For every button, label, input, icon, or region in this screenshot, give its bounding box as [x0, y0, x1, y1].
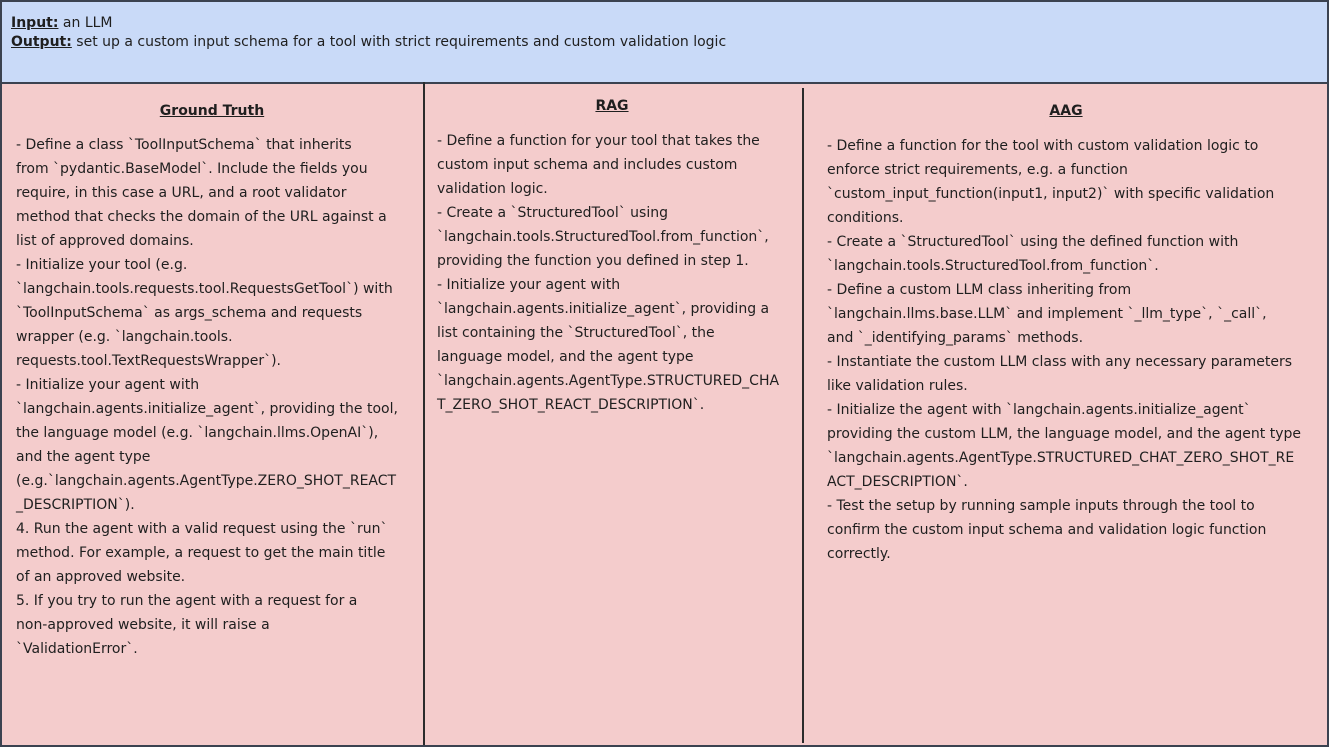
text-line: - Define a class `ToolInputSchema` that inherits: [16, 137, 352, 153]
text-line: ACT_DESCRIPTION`.: [827, 474, 968, 490]
text-line: and the agent type: [16, 449, 151, 465]
text-line: language model, and the agent type: [437, 349, 694, 365]
text-line: method. For example, a request to get the main title: [16, 545, 386, 561]
input-line: [11, 14, 113, 32]
text-line: - Define a custom LLM class inheriting from: [827, 282, 1132, 298]
text-line: list containing the `StructuredTool`, the: [437, 325, 715, 341]
text-line: - Create a `StructuredTool` using the defined function with: [827, 234, 1239, 250]
text-line: providing the function you defined in step 1.: [437, 253, 749, 269]
text-line: - Initialize your agent with: [437, 277, 621, 293]
text-line: `langchain.tools.StructuredTool.from_function`,: [437, 229, 769, 245]
text-line: `custom_input_function(input1, input2)` with specific validation: [827, 186, 1275, 202]
column-divider: [802, 88, 804, 743]
text-line: from `pydantic.BaseModel`. Include the fields you: [16, 161, 368, 177]
text-line: 5. If you try to run the agent with a request for a: [16, 593, 358, 609]
aag-title: AAG: [1049, 103, 1083, 119]
text-line: `langchain.llms.base.LLM` and implement `_llm_type`, `_call`,: [827, 306, 1267, 322]
text-line: method that checks the domain of the URL against a: [16, 209, 387, 225]
ground-truth-body: [16, 133, 398, 661]
text-line: require, in this case a URL, and a root validator: [16, 185, 347, 201]
text-line: enforce strict requirements, e.g. a function: [827, 162, 1128, 178]
text-line: validation logic.: [437, 181, 548, 197]
text-line: T_ZERO_SHOT_REACT_DESCRIPTION`.: [437, 397, 705, 413]
text-line: custom input schema and includes custom: [437, 157, 738, 173]
text-line: the language model (e.g. `langchain.llms.OpenAI`),: [16, 425, 379, 441]
text-line: 4. Run the agent with a valid request using the `run`: [16, 521, 388, 537]
column-divider: [423, 82, 425, 745]
text-line: non-approved website, it will raise a: [16, 617, 270, 633]
text-line: like validation rules.: [827, 378, 968, 394]
text-line: `langchain.tools.StructuredTool.from_function`.: [827, 258, 1159, 274]
input-value: an LLM: [62, 15, 113, 31]
output-line: [11, 33, 726, 51]
text-line: correctly.: [827, 546, 891, 562]
text-line: - Instantiate the custom LLM class with any necessary parameters: [827, 354, 1293, 370]
text-line: `ToolInputSchema` as args_schema and requests: [16, 305, 363, 321]
text-line: `langchain.agents.AgentType.STRUCTURED_CHAT_ZERO_SHOT_RE: [827, 450, 1295, 466]
text-line: `langchain.agents.initialize_agent`, providing a: [437, 301, 770, 317]
text-line: providing the custom LLM, the language model, and the agent type: [827, 426, 1302, 442]
text-line: - Create a `StructuredTool` using: [437, 205, 668, 221]
text-line: conditions.: [827, 210, 904, 226]
aag-body: [827, 134, 1301, 566]
text-line: - Initialize the agent with `langchain.agents.initialize_agent`: [827, 402, 1251, 418]
text-line: requests.tool.TextRequestsWrapper`).: [16, 353, 282, 369]
text-line: - Initialize your tool (e.g.: [16, 257, 188, 273]
text-line: `langchain.agents.initialize_agent`, providing the tool,: [16, 401, 398, 417]
text-line: of an approved website.: [16, 569, 186, 585]
text-line: `langchain.tools.requests.tool.RequestsGetTool`) with: [16, 281, 393, 297]
text-line: (e.g.`langchain.agents.AgentType.ZERO_SHOT_REACT: [16, 473, 397, 489]
text-line: list of approved domains.: [16, 233, 194, 249]
text-line: - Define a function for the tool with custom validation logic to: [827, 138, 1259, 154]
text-line: _DESCRIPTION`).: [16, 497, 135, 513]
text-line: and `_identifying_params` methods.: [827, 330, 1084, 346]
rag-body: [437, 129, 779, 417]
output-label: Output:: [11, 34, 72, 50]
output-value: set up a custom input schema for a tool with strict requirements and custom validation logic: [76, 34, 727, 50]
text-line: `ValidationError`.: [16, 641, 138, 657]
text-line: - Define a function for your tool that takes the: [437, 133, 760, 149]
text-line: confirm the custom input schema and validation logic function: [827, 522, 1267, 538]
input-label: Input:: [11, 15, 59, 31]
text-line: - Test the setup by running sample inputs through the tool to: [827, 498, 1255, 514]
text-line: wrapper (e.g. `langchain.tools.: [16, 329, 233, 345]
rag-title: RAG: [595, 98, 629, 114]
text-line: - Initialize your agent with: [16, 377, 200, 393]
ground-truth-title: Ground Truth: [159, 103, 265, 119]
text-line: `langchain.agents.AgentType.STRUCTURED_CHA: [437, 373, 780, 389]
